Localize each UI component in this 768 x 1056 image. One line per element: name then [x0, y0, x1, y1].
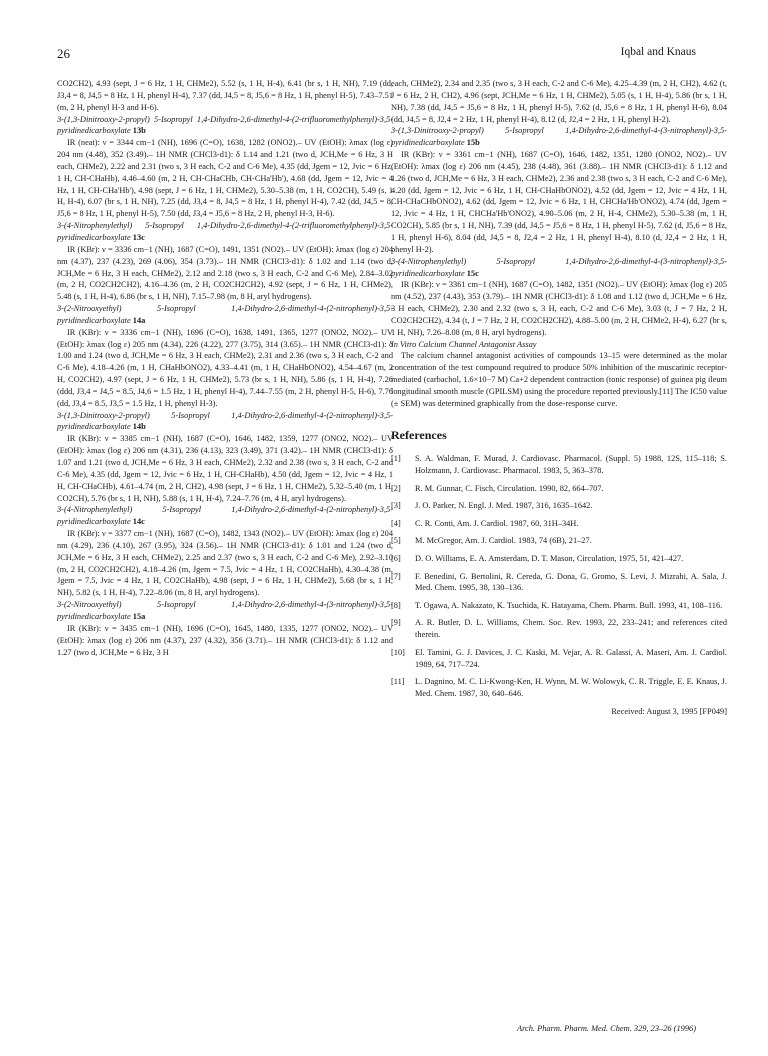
reference-number: [2]	[391, 483, 401, 493]
reference-item	[391, 535, 727, 547]
reference-number: [6]	[391, 553, 401, 563]
compound-data: IR (KBr): ν = 3336 cm−1 (NH), 1687 (C=O), 1491, 1351 (NO2).– UV (EtOH): λmax (log ε) 204 nm (4.37), 237 (4.23), 269 (4.06), 354 (3.73).– 1H NMR (CHCl3-d1): δ 1.02 and 1.14 (two d, JCH,Me = 6 Hz, 3 H each, CHMe2), 2.12 and 2.18 (two s, 3 H each, C-2 and C-6 Me), 2.84–3.02 (m, 2 H, CO2CH2CH2), 4.16–4.36 (m, 2 H, CO2CH2CH2), 4.92 (sept, J = 6 Hz, 1 H, CHMe2), 5.48 (s, 1 H, H-4), 6.86 (br s, 1 H, NH), 7.15–7.98 (m, 8 H, aryl hydrogens).	[57, 244, 393, 302]
reference-text: T. Ogawa, A. Nakazato, K. Tsuchida, K. Hatayama, Chem. Pharm. Bull. 1993, 41, 108–116.	[415, 600, 723, 610]
compound-title: 3-(1,3-Dinitrooxy-2-propyl) 5-Isopropyl 1,4-Dihydro-2,6-dimethyl-4-(2-trifluoromethylphenyl)-3,5-pyridinedicarboxylate 13b	[57, 114, 393, 136]
compound-data: IR (KBr): ν = 3377 cm−1 (NH), 1687 (C=O), 1482, 1343 (NO2).– UV (EtOH): λmax (log ε) 204 nm (4.29), 236 (4.10), 267 (3.95), 324 (3.56).– 1H NMR (CHCl3-d1): δ 1.01 and 1.24 (two d, JCH,Me = 6 Hz, 3 H each, CHMe2), 2.25 and 2.37 (two s, 3 H each, C-2 and C-6 Me), 2.92–3.10 (m, 2 H, CO2CH2CH2), 4.18–4.26 (m, Jgem = 7.5, Jvic = 4 Hz, 1 H, CO2CHaHb), 4.30–4.38 (m, Jgem = 7.5, Jvic = 4 Hz, 1 H, CO2CHaHb), 4.98 (sept, J = 6 Hz, 1 H, CHMe2), 5.68 (br s, 1 H, NH), 5.82 (s, 1 H, H-4), 7.22–8.06 (m, 8 H, aryl hydrogens).	[57, 529, 393, 598]
page-number: 26	[57, 46, 70, 61]
continued-nmr-text: each, CHMe2), 2.34 and 2.35 (two s, 3 H each, C-2 and C-6 Me), 4.25–4.39 (m, 2 H, CH2), 4.62 (t, J = 6 Hz, 2 H, CH2), 4.96 (sept, JCH,Me = 6 Hz, 1 H, CHMe2), 5.05 (s, 1 H, H-4), 5.86 (br s, 1 H, NH), 7.38 (dd, J4,5 = J5,6 = 8 Hz, 1 H, phenyl H-5), 7.62 (d, J5,6 = 8 Hz, 1 H, phenyl H-6), 8.04 (dd, J4,5 = 8, J2,4 = 2 Hz, 1 H, phenyl H-4), 8.12 (d, J2,4 = 2 Hz, 1 H, phenyl H-2).	[391, 79, 727, 124]
continued-nmr-text: CO2CH2), 4.93 (sept, J = 6 Hz, 1 H, CHMe2), 5.52 (s, 1 H, H-4), 6.41 (br s, 1 H, NH), 7.19 (dd, J3,4 = 8, J4,5 = 8 Hz, 1 H, phenyl H-4), 7.37 (dd, J4,5 = 8, J5,6 = 8 Hz, 1 H, phenyl H-5), 7.43–7.51 (m, 2 H, phenyl H-3 and H-6).	[57, 79, 393, 112]
reference-item	[391, 453, 727, 477]
reference-text: L. Dagnino, M. C. Li-Kwong-Ken, H. Wynn, M. W. Wolowyk, C. R. Triggle, E. E. Knaus, J. Med. Chem. 1987, 30, 640–646.	[415, 677, 727, 698]
right-column	[391, 78, 727, 717]
compound-entry-15a	[57, 599, 393, 658]
compound-title: 3-(4-Nitrophenylethyl) 5-Isopropyl 1,4-Dihydro-2,6-dimethyl-4-(2-nitrophenyl)-3,5-pyridinedicarboxylate 14c	[57, 505, 393, 527]
compound-title: 3-(4-Nitrophenylethyl) 5-Isopropyl 1,4-Dihydro-2,6-dimethyl-4-(3-nitrophenyl)-3,5-pyridinedicarboxylate 15c	[391, 256, 727, 278]
reference-text: A. R. Butler, D. L. Williams, Chem. Soc. Rev. 1993, 22, 233–241; and references cited therein.	[415, 618, 727, 640]
compound-number: 15a	[132, 611, 146, 621]
reference-item	[391, 483, 727, 495]
compound-title: 3-(2-Nitrooxyethyl) 5-Isopropyl 1,4-Dihydro-2,6-dimethyl-4-(2-nitrophenyl)-3,5-pyridinedicarboxylate 14a	[57, 304, 393, 325]
reference-text: El. Tamini, G. J. Davices, J. C. Kaski, M. Vejar, A. R. Galassi, A. Maseri, Am. J. Cardiol. 1989, 64, 717–724.	[415, 647, 727, 669]
compound-data: IR (KBr): ν = 3435 cm−1 (NH), 1696 (C=O), 1645, 1480, 1335, 1277 (ONO2, NO2).– UV (EtOH): λmax (log ε) 206 nm (4.37), 237 (4.32), 356 (3.71).– 1H NMR (CHCl3-d1): δ 1.12 and 1.27 (two d, JCH,Me = 6 Hz, 3 H	[57, 623, 393, 657]
compound-title: 3-(1,3-Dinitrooxy-2-propyl) 5-Isopropyl 1,4-Dihydro-2,6-dimethyl-4-(2-nitrophenyl)-3,5-pyridinedicarboxylate 14b	[57, 410, 393, 432]
compound-entry-14c	[57, 504, 393, 599]
compound-entry-13b	[57, 114, 393, 221]
reference-number: [8]	[391, 600, 401, 610]
reference-text: F. Benedini, G. Bertolini, R. Cereda, G. Dona, G. Gromo, S. Levi, J. Mizrahi, A. Sala, J. Med. Chem. 1995, 38, 130–136.	[415, 571, 727, 593]
reference-item	[391, 571, 727, 595]
compound-data: IR (KBr): ν = 3361 cm−1 (NH), 1687 (C=O), 1646, 1482, 1351, 1280 (ONO2, NO2).– UV (EtOH): λmax (log ε) 206 nm (4.45), 238 (4.48), 361 (3.88).– 1H NMR (CHCl3-d1): δ 1.12 and 1.26 (two d, JCH,Me = 6 Hz, 3 H each, CHMe2), 2.36 and 2.38 (two s, 3 H each, C-2 and C-6 Me), 4.20 (dd, Jgem = 12, Jvic = 6 Hz, 1 H, CH-CHaHbONO2), 4.52 (dd, Jgem = 12, Jvic = 4 Hz, 1 H, CH-CHaCHbONO2), 4.62 (dd, Jgem = 12, Jvic = 6 Hz, 1 H, CHCHa'Hb'ONO2), 4.74 (dd, Jgem = 12, Jvic = 4 Hz, 1 H, CHCHa'Hb'ONO2), 4.90–5.06 (m, 2 H, H-4, CHMe2), 5.30–5.38 (m, 1 H, CO2CH), 5.85 (br s, 1 H, NH), 7.39 (dd, J4,5 = J5,6 = 8 Hz, 1 H, phenyl H-5), 7.62 (d, J5,6 = 8 Hz, 1 H, phenyl H-6), 8.04 (dd, J4,5 = 8, J2,4 = 2 Hz, 1 H, phenyl H-4), 8.10 (d, J2,4 = 2 Hz, 1 H, phenyl H-2).	[391, 150, 727, 254]
reference-number: [9]	[391, 618, 401, 628]
assay-heading: In Vitro Calcium Channel Antagonist Assay	[391, 339, 537, 349]
reference-text: S. A. Waldman, F. Murad, J. Cardiovasc. Pharmacol. (Suppl. 5) 1988, 12S, 115–118; S. Holzmann, J. Cardiovasc. Pharmacol. 1983, 5, 363–378.	[415, 454, 727, 476]
compound-data: IR (neat): ν = 3344 cm−1 (NH), 1696 (C=O), 1638, 1282 (ONO2).– UV (EtOH): λmax (log ε) 204 nm (4.48), 352 (3.49).– 1H NMR (CHCl3-d1): δ 1.14 and 1.21 (two d, JCH,Me = 6 Hz, 3 H each, CHMe2), 2.22 and 2.31 (two s, 3 H each, C-2 and C-6 Me), 4.35 (dd, Jgem = 12, Jvic = 6 Hz, 1 H, CH-CHaHb), 4.46–4.60 (m, 2 H, CH-CHaCHb, CH-CHa'Hb'), 4.68 (dd, Jgem = 12, Jvic = 4 Hz, 1 H, CH-CHa'Hb'), 4.98 (sept, J = 6 Hz, 1 H, CHMe2), 5.30–5.38 (m, 1 H, CO2CH), 5.49 (s, 1 H, H-4), 6.07 (br s, 1 H, NH), 7.25 (dd, J3,4 = 8, J4,5 = 8 Hz, 1 H, phenyl H-4), 7.42 (dd, J4,5 = 8, J5,6 = 8 Hz, 1 H, phenyl H-5), 7.50 (dd, J3,4 = J5,6 = 8 Hz, 2 H, phenyl H-3, H-6).	[57, 138, 393, 219]
compound-entry-13c	[57, 220, 393, 303]
reference-text: R. M. Gunnar, C. Fisch, Circulation. 1990, 82, 664–707.	[415, 483, 604, 493]
left-column	[57, 78, 393, 658]
compound-data: IR (KBr): ν = 3385 cm−1 (NH), 1687 (C=O), 1646, 1482, 1359, 1277 (ONO2, NO2).– UV (EtOH): λmax (log ε) 206 nm (4.31), 236 (4.13), 323 (3.49), 371 (3.42).– 1H NMR (CHCl3-d1): δ 1.07 and 1.21 (two d, JCH,Me = 6 Hz, 3 H each, CHMe2), 2.32 and 2.38 (two s, 3 H each, C-2 and C-6 Me), 4.35 (dd, Jgem = 12, Jvic = 6 Hz, 1 H, CH-CHaHb), 4.50 (dd, Jgem = 12, Jvic = 4 Hz, 1 H, CH-CHaCHb), 4.61–4.74 (m, 2 H, CH2), 4.98 (sept, J = 6 Hz, 1 H, CHMe2), 5.32–5.40 (m, 1 H, CO2CH), 5.76 (br s, 1 H, NH), 5.88 (s, 1 H, H-4), 7.24–7.76 (m, 4 H, aryl hydrogens).	[57, 434, 393, 503]
running-header-authors: Iqbal and Knaus	[620, 46, 696, 58]
reference-item	[391, 676, 727, 700]
compound-number: 15c	[466, 268, 479, 278]
compound-entry-14a	[57, 303, 393, 410]
compound-title: 3-(2-Nitrooxyethyl) 5-Isopropyl 1,4-Dihydro-2,6-dimethyl-4-(3-nitrophenyl)-3,5-pyridinedicarboxylate 15a	[57, 600, 393, 621]
compound-number: 13c	[132, 232, 145, 242]
reference-item	[391, 500, 727, 512]
reference-text: M. McGregor, Am. J. Cardiol. 1983, 74 (6B), 21–27.	[415, 536, 592, 546]
compound-entry-15c	[391, 256, 727, 339]
reference-number: [1]	[391, 454, 401, 464]
compound-number: 15b	[466, 138, 480, 148]
compound-entry-14b	[57, 410, 393, 505]
compound-entry-15b	[391, 125, 727, 255]
reference-number: [5]	[391, 536, 401, 546]
reference-number: [10]	[391, 647, 405, 657]
reference-text: D. O. Williams, E. A. Amsterdam, D. T. Mason, Circulation, 1975, 51, 421–427.	[415, 553, 684, 563]
journal-citation-footer: Arch. Pharm. Pharm. Med. Chem. 329, 23–26 (1996)	[516, 1024, 696, 1033]
reference-number: [3]	[391, 501, 401, 511]
reference-item	[391, 617, 727, 641]
reference-text: J. O. Parker, N. Engl. J. Med. 1987, 316, 1635–1642.	[415, 501, 593, 511]
reference-item	[391, 518, 727, 530]
compound-number: 14b	[132, 422, 146, 432]
received-date: Received: August 3, 1995 [FP049]	[611, 706, 727, 716]
reference-item	[391, 553, 727, 565]
reference-item	[391, 600, 727, 612]
compound-data: IR (KBr): ν = 3336 cm−1 (NH), 1696 (C=O), 1638, 1491, 1365, 1277 (ONO2, NO2).– UV (EtOH): λmax (log ε) 205 nm (4.34), 226 (4.22), 277 (3.75), 314 (3.65).– 1H NMR (CHCl3-d1): δ 1.00 and 1.24 (two d, JCH,Me = 6 Hz, 3 H each, CHMe2), 2.31 and 2.36 (two s, 3 H each, C-2 and C-6 Me), 4.18–4.26 (m, 1 H, CHaHbONO2), 4.33–4.41 (m, 1 H, CHaHbONO2), 4.54–4.67 (m, 2 H, CO2CH2), 4.97 (sept, J = 6 Hz, 1 H, CHMe2), 5.73 (br s, 1 H, NH), 5.86 (s, 1 H, H-4), 7.26 (ddd, J3,4 = J4,5 = 8.5, J4,6 = 1.5 Hz, 1 H, phenyl H-4), 7.44–7.55 (m, 2 H, phenyl H-5, H-6), 7.76 (dd, J3,4 = 8.5, J3,5 = 1.5 Hz, 1 H, phenyl H-3).	[57, 327, 393, 408]
compound-number: 13b	[132, 126, 146, 136]
compound-number: 14a	[132, 315, 146, 325]
assay-paragraph: The calcium channel antagonist activities of compounds 13–15 were determined as the molar concentration of the test compound required to produce 50% inhibition of the muscarinic receptor-mediated (carbachol, 1.6×10−7 M) Ca+2 dependent contraction (tonic response) of guinea pig ileum longitudinal smooth muscle (GPILSM) using the procedure reported previously.[11] The IC50 value (± SEM) was determined graphically from the dose-response curve.	[391, 351, 727, 408]
reference-number: [7]	[391, 571, 401, 581]
reference-item	[391, 647, 727, 671]
reference-number: [11]	[391, 677, 405, 687]
compound-number: 14c	[132, 517, 145, 527]
compound-title: 3-(4-Nitrophenylethyl) 5-Isopropyl 1,4-Dihydro-2,6-dimethyl-4-(2-trifluoromethylphenyl)-3,5-pyridinedicarboxylate 13c	[57, 221, 393, 242]
compound-title: 3-(1,3-Dinitrooxy-2-propyl) 5-Isopropyl 1,4-Dihydro-2,6-dimethyl-4-(3-nitrophenyl)-3,5-pyridinedicarboxylate 15b	[391, 126, 727, 148]
compound-data: IR (KBr): ν = 3361 cm−1 (NH), 1687 (C=O), 1482, 1351 (NO2).– UV (EtOH): λmax (log ε) 205 nm (4.52), 237 (4.43), 353 (3.79).– 1H NMR (CHCl3-d1): δ 1.08 and 1.12 (two d, JCH,Me = 6 Hz, 3 H each, CHMe2), 2.30 and 2.32 (two s, 3 H, each, C-2 and C-6 Me), 3.03 (t, J = 7 Hz, 2 H, CO2CH2CH2), 4.34 (t, J = 7 Hz, 2 H, CO2CH2CH2), 4.88–5.00 (m, 2 H, CHMe2, H-4), 6.27 (br s, 1 H, NH), 7.26–8.08 (m, 8 H, aryl hydrogens).	[391, 280, 727, 337]
references-list	[391, 453, 727, 699]
reference-number: [4]	[391, 518, 401, 528]
reference-text: C. R. Conti, Am. J. Cardiol. 1987, 60, 31H–34H.	[415, 518, 579, 528]
references-heading: References	[391, 427, 447, 442]
